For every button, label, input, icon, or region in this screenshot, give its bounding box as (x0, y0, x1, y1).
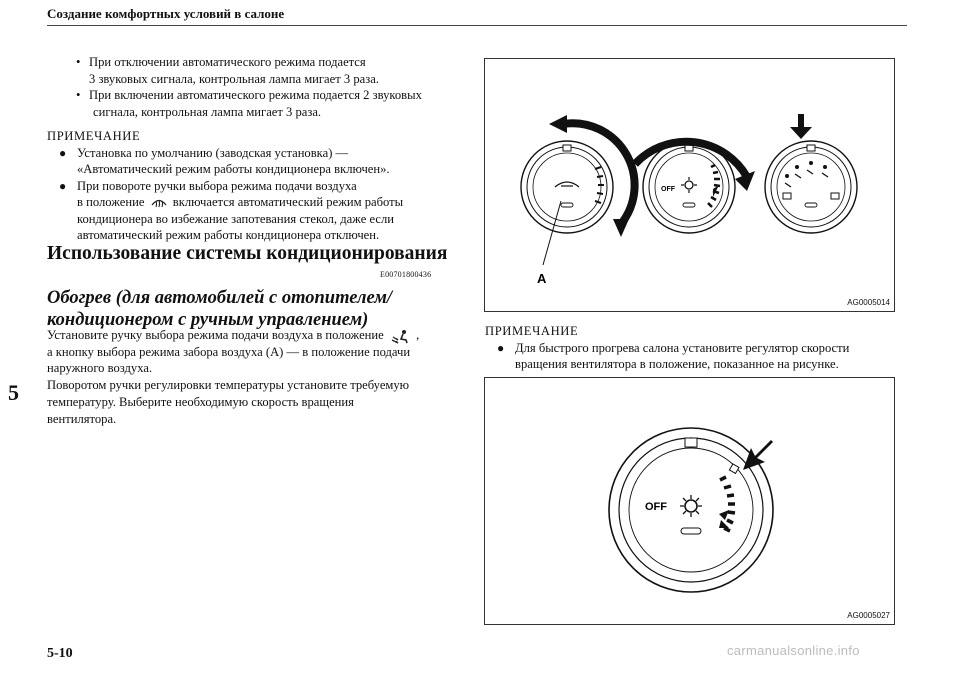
body-line: а кнопку выбора режима забора воздуха (А) — в положение подачи (47, 344, 411, 359)
bullet-dot: • (76, 55, 81, 69)
figure-climate-panel (484, 58, 895, 312)
body-text: Установите ручку выбора режима подачи воздуха в положение (47, 328, 384, 342)
note-line: кондиционера во избежание запотевания стекол, даже если (77, 211, 394, 226)
note-item (47, 145, 457, 178)
callout-a-label: A (537, 271, 547, 286)
note-line (77, 194, 457, 211)
subsection-title (47, 287, 392, 331)
note-line: Для быстрого прогрева салона установите регулятор скорости (515, 340, 850, 355)
bullet-line: При отключении автоматического режима подается (89, 55, 366, 69)
off-label: OFF (661, 186, 675, 193)
page-header-title: Создание комфортных условий в салоне (47, 6, 285, 21)
subsection-title-line: кондиционером с ручным управлением) (47, 310, 369, 330)
note-line: «Автоматический режим работы кондиционера включен». (77, 162, 390, 176)
note-line: При повороте ручки выбора режима подачи воздуха (77, 178, 357, 193)
off-label: OFF (645, 501, 667, 513)
note-text: в положение (77, 195, 145, 209)
floor-mode-icon (389, 329, 411, 344)
right-note-block (485, 323, 905, 373)
body-paragraph (47, 327, 457, 427)
body-text: , (416, 328, 420, 342)
figure-caption: AG0005027 (847, 611, 890, 620)
bullet-item (47, 54, 457, 87)
fan-speed-illustration (485, 378, 894, 624)
bullet-line: 3 звуковых сигнала, контрольная лампа мигает 3 раза. (89, 71, 379, 86)
note-line: автоматический режим работы кондиционера отключен. (77, 228, 380, 242)
figure-fan-speed (484, 377, 895, 625)
body-line: вентилятора. (47, 411, 117, 426)
note-line: вращения вентилятора в положение, показанное на рисунке. (515, 357, 839, 371)
note-text: включается автоматический режим работы (172, 195, 404, 209)
climate-panel-illustration (485, 59, 894, 311)
page-number: 5-10 (47, 646, 73, 661)
bullet-line: При включении автоматического режима подается 2 звуковых (89, 88, 422, 102)
note-label: ПРИМЕЧАНИЕ (47, 129, 141, 143)
body-line: наружного воздуха. (47, 361, 153, 376)
bullet-dot: • (76, 88, 81, 102)
watermark: carmanualsonline.info (727, 643, 860, 658)
intro-bullets (47, 54, 457, 120)
body-line: Поворотом ручки регулировки температуры установите требуемую (47, 378, 410, 393)
header-divider (47, 25, 907, 26)
chapter-number: 5 (8, 380, 19, 405)
note-line: Установка по умолчанию (заводская установка) — (77, 145, 349, 160)
note-item (47, 178, 457, 244)
body-line: температуру. Выберите необходимую скорость вращения (47, 394, 354, 409)
section-title: Использование системы кондиционирования (47, 243, 448, 264)
note-label: ПРИМЕЧАНИЕ (485, 324, 579, 338)
mode-selector-knob (765, 141, 857, 233)
note-item (485, 340, 905, 373)
subsection-title-line: Обогрев (для автомобилей с отопителем/ (47, 288, 393, 308)
section-code: E00701800436 (380, 270, 432, 279)
note-block (47, 128, 457, 244)
defrost-mode-icon (150, 196, 168, 210)
figure-caption: AG0005014 (847, 298, 890, 307)
note-bullet: ● (59, 145, 67, 160)
air-intake-knob (521, 141, 613, 233)
bullet-item (47, 87, 457, 120)
body-line (47, 327, 457, 344)
note-bullet: ● (497, 340, 505, 355)
bullet-line: сигнала, контрольная лампа мигает 3 раза. (93, 104, 322, 119)
note-bullet: ● (59, 178, 67, 193)
